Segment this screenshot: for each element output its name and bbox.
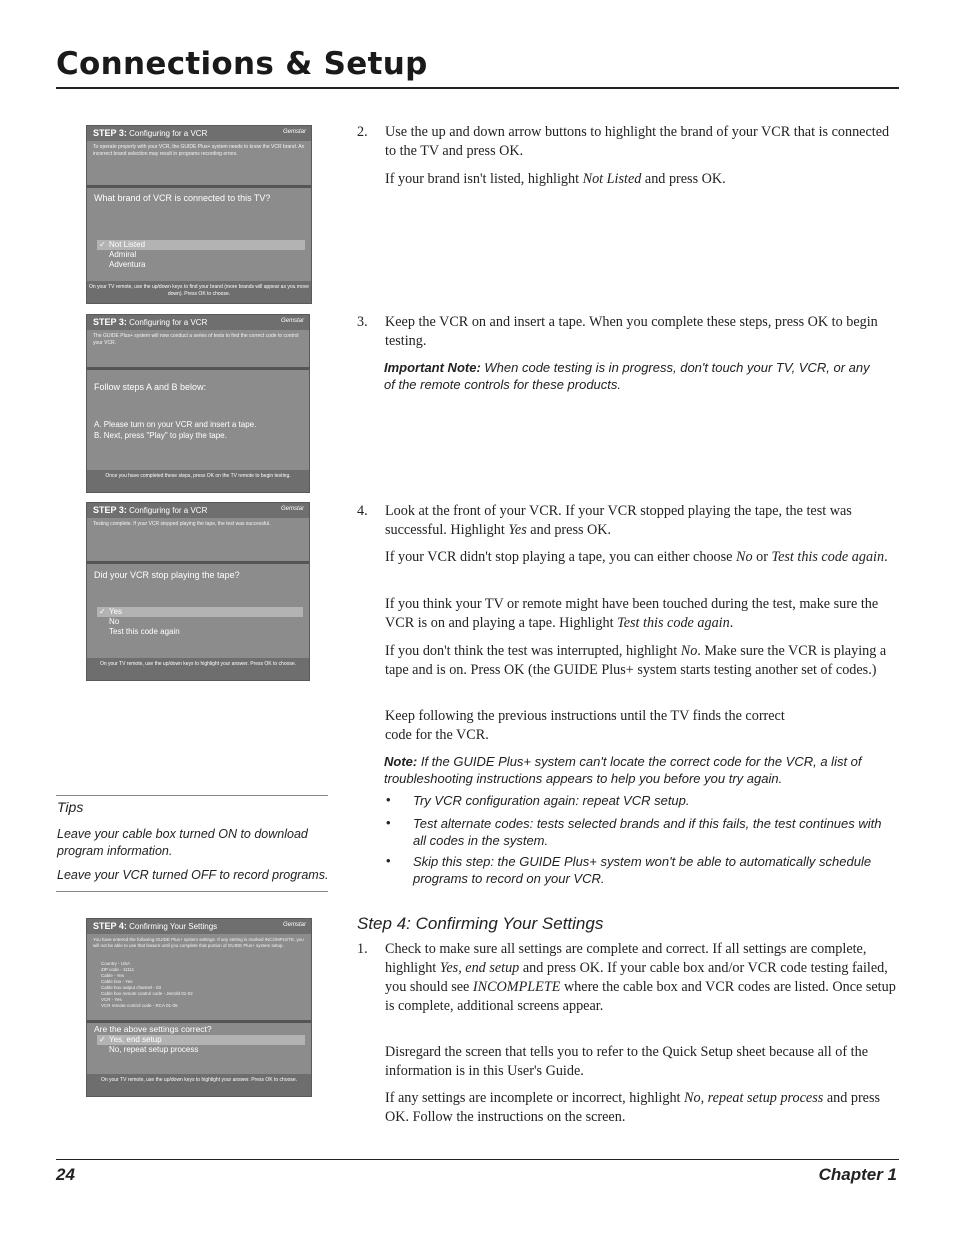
header-rule bbox=[56, 87, 899, 89]
check-icon: ✓ bbox=[99, 607, 106, 616]
screen-footer: On your TV remote, use the up/down keys to highlight your answer. Press OK to choose. bbox=[87, 658, 309, 680]
step-4-p3: If you think your TV or remote might have been touched during the test, make sure the VCR is on and playing a tape. Highlight Test this code again. bbox=[385, 596, 879, 631]
screen-title: Configuring for a VCR bbox=[129, 506, 208, 515]
setting-zip: ZIP code - 11111 bbox=[101, 967, 135, 972]
screen-header bbox=[87, 503, 309, 518]
important-note: Important Note: When code testing is in progress, don't touch your TV, VCR, or any of the remote controls for these products. bbox=[384, 360, 870, 392]
option-no: No bbox=[109, 617, 120, 626]
setting-cable-box-channel: Cable box output channel - 03 bbox=[101, 985, 162, 990]
screen-step: STEP 3: bbox=[93, 128, 127, 138]
screen-intro: You have entered the following GUIDE Plus+ system settings. If any setting is marked INCOMPLETE, you will not be able to use that feature until you complete that portion of GUIDE Plus+ system setup. bbox=[93, 937, 304, 948]
section-heading: Step 4: Confirming Your Settings bbox=[357, 914, 604, 933]
screen-divider bbox=[87, 185, 311, 188]
screen-title: Confirming Your Settings bbox=[129, 922, 218, 931]
screen-divider bbox=[87, 1020, 311, 1023]
check-icon: ✓ bbox=[99, 1035, 106, 1044]
gemstar-logo: Gemstar bbox=[282, 129, 306, 135]
step-4-p5: Keep following the previous instructions until the TV finds the correct code for the VCR. bbox=[385, 708, 785, 743]
screen-question: Are the above settings correct? bbox=[94, 1024, 212, 1034]
setting-cable-box-code: Cable box remote control code - Jerrold 01-02 bbox=[101, 991, 193, 996]
tips-heading: Tips bbox=[57, 799, 84, 815]
troubleshooting-note: Note: If the GUIDE Plus+ system can't locate the correct code for the VCR, a list of troubleshooting instructions appears to help you before you try again. bbox=[384, 754, 862, 786]
setting-cable: Cable - Yes bbox=[101, 973, 125, 978]
option-adventura: Adventura bbox=[109, 260, 146, 269]
screen-header bbox=[87, 126, 311, 141]
step-4-p2: If your VCR didn't stop playing a tape, you can either choose No or Test this code again. bbox=[385, 549, 888, 565]
step4-p1: Check to make sure all settings are complete and correct. If all settings are complete, highlight Yes, end setup and press OK. If your cable box and/or VCR code testing failed, you should see INCOMPLETE where the cable box and VCR codes are listed. Once setup is complete, additional screens appear. bbox=[385, 941, 896, 1014]
option-repeat-setup: No, repeat setup process bbox=[109, 1045, 199, 1054]
screen-step: STEP 3: bbox=[93, 317, 127, 327]
step-4-p1: Look at the front of your VCR. If your VCR stopped playing the tape, the test was successful. Highlight Yes and press OK. bbox=[385, 503, 852, 538]
screen-line-b: B. Next, press "Play" to play the tape. bbox=[94, 431, 227, 440]
option-admiral: Admiral bbox=[109, 250, 137, 259]
tips-bottom-rule bbox=[56, 891, 328, 892]
setting-cable-box: Cable box - Yes bbox=[101, 979, 133, 984]
page-number: 24 bbox=[56, 1165, 75, 1184]
chapter-label: Chapter 1 bbox=[818, 1165, 897, 1184]
step-number: 3. bbox=[357, 314, 368, 330]
step-3-text: Keep the VCR on and insert a tape. When you complete these steps, press OK to begin testing. bbox=[385, 314, 878, 349]
tv-screen-vcr-result bbox=[86, 502, 310, 681]
gemstar-logo: Gemstar bbox=[280, 506, 304, 512]
screen-question: What brand of VCR is connected to this TV? bbox=[94, 193, 271, 203]
step-number: 2. bbox=[357, 124, 368, 140]
step-2-text: Use the up and down arrow buttons to highlight the brand of your VCR that is connected to the TV and press OK. bbox=[385, 124, 890, 159]
option-not-listed: ✓ Not Listed bbox=[97, 240, 305, 250]
screen-header bbox=[87, 919, 311, 934]
step-number: 1. bbox=[357, 941, 368, 957]
check-icon: ✓ bbox=[99, 240, 106, 249]
screen-footer: On your TV remote, use the up/down keys to find your brand (more brands will appear as you move down). Press OK to choose. bbox=[87, 281, 311, 303]
step-4-p4: If you don't think the test was interrupted, highlight No. Make sure the VCR is playing a tape and is on. Press OK (the GUIDE Plus+ system starts testing another set of codes.) bbox=[385, 643, 887, 678]
bullet-item: Try VCR configuration again: repeat VCR setup. bbox=[413, 793, 690, 808]
step4-p2: Disregard the screen that tells you to refer to the Quick Setup sheet because all of the information is in this User's Guide. bbox=[385, 1044, 868, 1079]
bullet-icon: • bbox=[386, 853, 391, 868]
screen-step: STEP 4: bbox=[93, 921, 127, 931]
bullet-item: Test alternate codes: tests selected brands and if this fails, the test continues with all codes in the system. bbox=[413, 816, 882, 848]
bullet-item: Skip this step: the GUIDE Plus+ system won't be able to automatically schedule programs to record on your VCR. bbox=[413, 854, 872, 886]
screen-step: STEP 3: bbox=[93, 505, 127, 515]
bullet-icon: • bbox=[386, 792, 391, 807]
step4-p3: If any settings are incomplete or incorrect, highlight No, repeat setup process and press OK. Follow the instructions on the screen. bbox=[385, 1090, 881, 1125]
tips-top-rule bbox=[56, 795, 328, 796]
option-yes-end-setup: ✓ Yes, end setup bbox=[97, 1035, 305, 1045]
gemstar-logo: Gemstar bbox=[280, 318, 304, 324]
tip-cable-box: Leave your cable box turned ON to download program information. bbox=[57, 827, 308, 858]
screen-intro: To operate properly with your VCR, the GUIDE Plus+ system needs to know the VCR brand. An incorrect brand selection may result in programs recording errors. bbox=[93, 144, 305, 157]
screen-line-a: A. Please turn on your VCR and insert a tape. bbox=[94, 420, 257, 429]
option-yes: ✓ Yes bbox=[97, 607, 303, 617]
tv-screen-confirm-settings bbox=[86, 918, 312, 1097]
footer-rule bbox=[56, 1159, 899, 1160]
step-2-subtext: If your brand isn't listed, highlight Not Listed and press OK. bbox=[385, 171, 726, 187]
screen-title: Configuring for a VCR bbox=[129, 318, 208, 327]
screen-divider bbox=[87, 561, 309, 564]
screen-intro: Testing complete. If your VCR stopped playing the tape, the test was successful. bbox=[93, 521, 271, 527]
page-title: Connections & Setup bbox=[56, 46, 428, 82]
screen-question: Follow steps A and B below: bbox=[94, 382, 207, 392]
screen-footer: On your TV remote, use the up/down keys to highlight your answer. Press OK to choose. bbox=[87, 1074, 311, 1096]
screen-footer: Once you have completed these steps, press OK on the TV remote to begin testing. bbox=[87, 470, 309, 492]
option-test-again: Test this code again bbox=[109, 627, 180, 636]
screen-title: Configuring for a VCR bbox=[129, 129, 208, 138]
setting-vcr: VCR - Yes bbox=[101, 997, 122, 1002]
screen-header bbox=[87, 315, 309, 330]
setting-vcr-code: VCR remote control code - RCA 01-05 bbox=[101, 1003, 178, 1008]
tv-screen-vcr-test bbox=[86, 314, 310, 493]
screen-divider bbox=[87, 367, 309, 370]
screen-intro: The GUIDE Plus+ system will now conduct a series of tests to find the correct code to control your VCR. bbox=[93, 333, 299, 346]
step-number: 4. bbox=[357, 503, 368, 519]
gemstar-logo: Gemstar bbox=[282, 922, 306, 928]
setting-country: Country - USA bbox=[101, 961, 131, 966]
tip-vcr-off: Leave your VCR turned OFF to record programs. bbox=[57, 868, 329, 882]
screen-question: Did your VCR stop playing the tape? bbox=[94, 570, 240, 580]
bullet-icon: • bbox=[386, 815, 391, 830]
tv-screen-vcr-brand bbox=[86, 125, 312, 304]
settings-list bbox=[101, 961, 305, 1009]
